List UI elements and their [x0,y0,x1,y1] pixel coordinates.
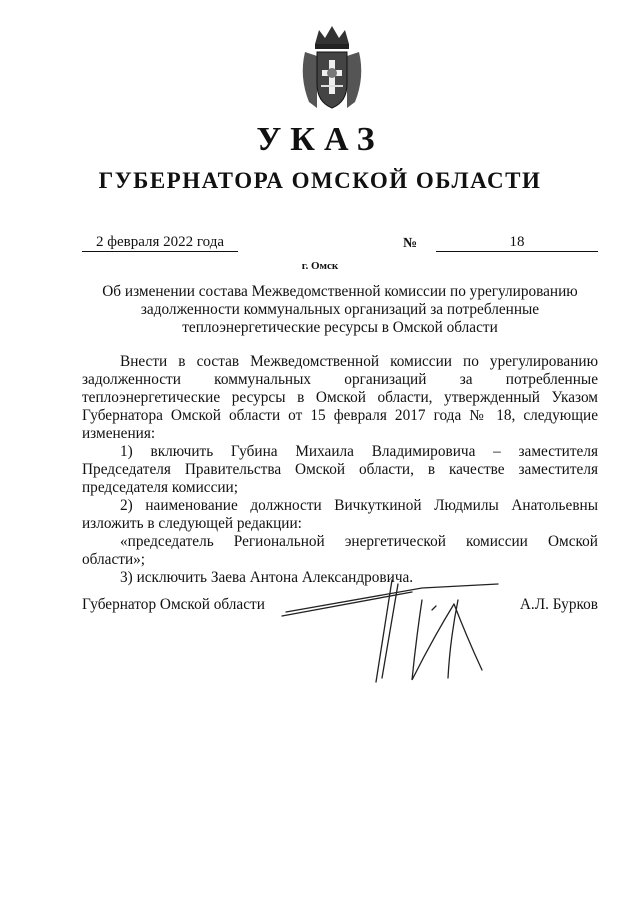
body-paragraph: 3) исключить Заева Антона Александровича. [120,569,414,586]
body-paragraph: 2) наименование должности Вичкуткиной Людмилы Анатольевны изложить в следующей редакции: [82,497,598,532]
decree-date: 2 февраля 2022 года [82,234,238,252]
decree-number: 18 [436,234,598,252]
decree-subtitle: ГУБЕРНАТОРА ОМСКОЙ ОБЛАСТИ [98,168,542,193]
number-sign: № [403,236,418,251]
signatory-position: Губернатор Омской области [82,596,265,613]
decree-body [82,353,598,587]
decree-title: УКАЗ [256,121,384,158]
body-paragraph: Внести в состав Межведомственной комиссии по урегулированию задолженности коммунальных организаций за потребленные теплоэнергетические ресурсы в Омской области, утвержденный Указом Губернатора Омской области от 15 февраля 2017 года № 18, следующие изменения: [82,353,598,442]
decree-city: г. Омск [301,260,339,272]
signatory-name: А.Л. Бурков [519,596,598,613]
decree-subject: Об изменении состава Межведомственной комиссии по урегулированию задолженности коммунальных организаций за потребленные теплоэнергетические ресурсы в Омской области [102,283,578,336]
coat-of-arms-icon [295,22,369,112]
body-paragraph: «председатель Региональной энергетической комиссии Омской области»; [82,533,598,568]
handwritten-signature-icon [272,570,512,690]
body-paragraph: 1) включить Губина Михаила Владимировича – заместителя Председателя Правительства Омской области, в качестве заместителя председателя комиссии; [82,443,598,496]
